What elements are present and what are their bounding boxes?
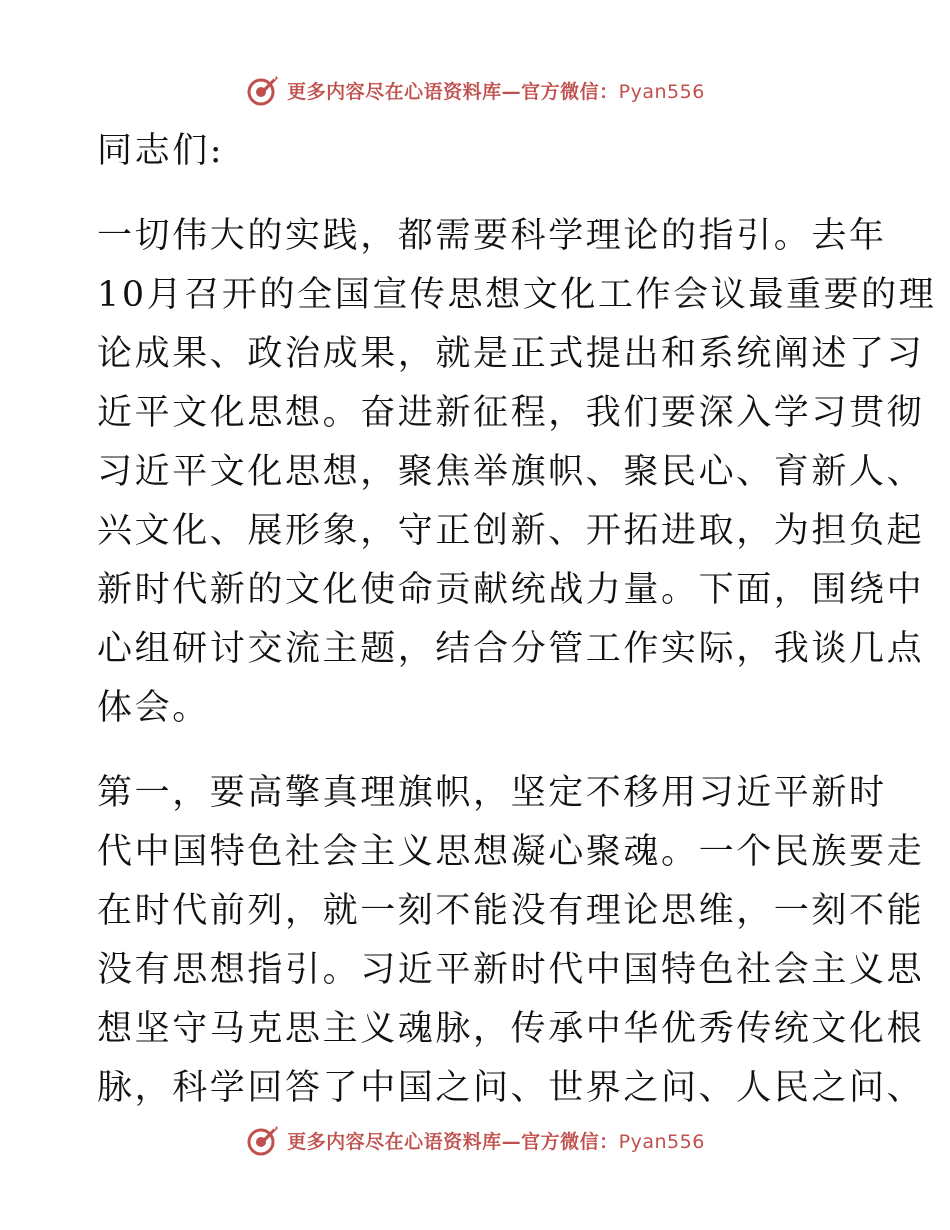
wechat-id: Pyan556 bbox=[618, 1130, 705, 1153]
banner-text: 更多内容尽在心语资料库—官方微信：Pyan556 bbox=[287, 80, 705, 103]
paragraph-line: 10月召开的全国宣传思想文化工作会议最重要的理 bbox=[97, 275, 937, 315]
paragraph-1 bbox=[97, 207, 937, 738]
paragraph-line: 想坚守马克思主义魂脉，传承中华优秀传统文化根 bbox=[97, 1009, 925, 1049]
paragraph-line: 代中国特色社会主义思想凝心聚魂。一个民族要走 bbox=[97, 832, 925, 872]
paragraph-line: 习近平文化思想，聚焦举旗帜、聚民心、育新人、 bbox=[97, 452, 925, 492]
paragraph-line: 心组研讨交流主题，结合分管工作实际，我谈几点 bbox=[97, 629, 925, 669]
paragraph-line: 脉，科学回答了中国之问、世界之问、人民之问、 bbox=[97, 1068, 925, 1108]
paragraph-line: 没有思想指引。习近平新时代中国特色社会主义思 bbox=[97, 950, 925, 990]
paragraph-line: 论成果、政治成果，就是正式提出和系统阐述了习 bbox=[97, 334, 925, 374]
paragraph-line: 体会。 bbox=[97, 688, 210, 728]
footer-banner bbox=[0, 1120, 950, 1160]
greeting: 同志们: bbox=[97, 131, 225, 171]
paragraph-line: 一切伟大的实践，都需要科学理论的指引。去年 bbox=[97, 216, 887, 256]
paragraph-line: 新时代新的文化使命贡献统战力量。下面，围绕中 bbox=[97, 570, 925, 610]
paragraph-2 bbox=[97, 764, 925, 1118]
paragraph-line: 兴文化、展形象，守正创新、开拓进取，为担负起 bbox=[97, 511, 925, 551]
banner-text: 更多内容尽在心语资料库—官方微信：Pyan556 bbox=[287, 1130, 705, 1153]
paragraph-line: 在时代前列，就一刻不能没有理论思维，一刻不能 bbox=[97, 891, 925, 931]
quill-logo-icon bbox=[245, 1123, 279, 1157]
header-banner bbox=[0, 70, 950, 110]
paragraph-line: 第一，要高擎真理旗帜，坚定不移用习近平新时 bbox=[97, 773, 887, 813]
quill-logo-icon bbox=[245, 73, 279, 107]
document-body bbox=[97, 122, 937, 1118]
paragraph-line: 近平文化思想。奋进新征程，我们要深入学习贯彻 bbox=[97, 393, 925, 433]
wechat-id: Pyan556 bbox=[618, 80, 705, 103]
